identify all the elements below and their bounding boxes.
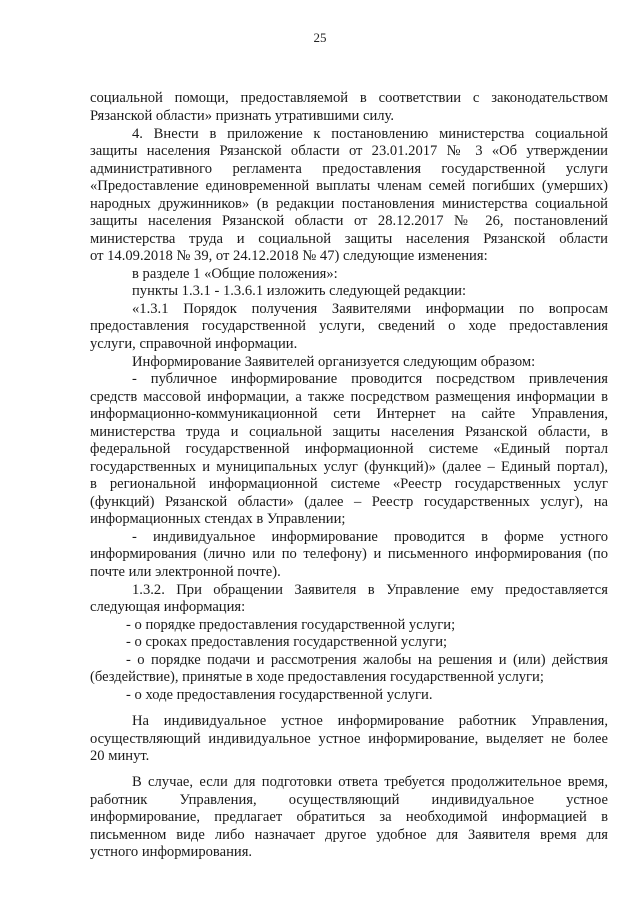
text-line: информационных стендах в Управлении; [90, 511, 346, 527]
text-line: В случае, если для подготовки ответа требуется продолжительное время, [132, 774, 608, 790]
text-line: 4. Внести в приложение к постановлению министерства социальной [132, 126, 608, 142]
text-line: услуги, справочной информации. [90, 336, 298, 352]
text-line: (бездействие), принятые в ходе предоставления государственной услуги; [90, 669, 544, 685]
text-line: информирование, предлагает обратиться за необходимой информацией в [90, 809, 608, 825]
text-line: от 14.09.2018 № 39, от 24.12.2018 № 47) следующие изменения: [90, 248, 488, 264]
text-line: народных дружинников» (в редакции постановления министерства социальной [90, 196, 608, 212]
text-line: в региональной информационной системе «Реестр государственных услуг [90, 476, 608, 492]
text-line: защиты населения Рязанской области от 23.01.2017 № 3 «Об утверждении [90, 143, 608, 159]
text-line: министерства труда и социальной защиты населения Рязанской области [90, 231, 608, 247]
text-line: предоставления государственной услуги, сведений о ходе предоставления [90, 318, 608, 334]
text-line: в разделе 1 «Общие положения»: [132, 266, 338, 282]
text-line: защиты населения Рязанской области от 28.12.2017 № 26, постановлений [90, 213, 608, 229]
text-line: Информирование Заявителей организуется следующим образом: [132, 354, 536, 370]
text-line: письменном виде либо назначает другое удобное для Заявителя время для [90, 827, 608, 843]
text-line: устного информирования. [90, 844, 253, 860]
text-line: информирования (лично или по телефону) и письменного информирования (по [90, 546, 608, 562]
text-line: - о порядке предоставления государственной услуги; [126, 617, 456, 633]
text-line: пункты 1.3.1 - 1.3.6.1 изложить следующей редакции: [132, 283, 467, 299]
text-line: информационно-коммуникационной сети Интернет на сайте Управления, [90, 406, 608, 422]
text-line: министерства труда и социальной защиты населения Рязанской области, в [90, 424, 608, 440]
text-line: - о сроках предоставления государственной услуги; [126, 634, 448, 650]
text-line: осуществляющий индивидуальное устное информирование, выделяет не более [90, 731, 608, 747]
text-line: «Предоставление единовременной выплаты членам семей погибших (умерших) [90, 178, 608, 194]
text-line: административного регламента предоставления государственной услуги [90, 161, 608, 177]
text-line: средств массовой информации, а также посредством размещения информации в [90, 389, 608, 405]
text-line: федеральной государственной информационной системе «Единый портал [90, 441, 608, 457]
text-line: 1.3.2. При обращении Заявителя в Управление ему предоставляется [132, 582, 608, 598]
text-line: - индивидуальное информирование проводится в форме устного [132, 529, 608, 545]
text-line: - о порядке подачи и рассмотрения жалобы на решения и (или) действия [126, 652, 608, 668]
text-line: 20 минут. [90, 748, 150, 764]
text-line: следующая информация: [90, 599, 246, 615]
text-line: «1.3.1 Порядок получения Заявителями информации по вопросам [132, 301, 608, 317]
text-line: На индивидуальное устное информирование работник Управления, [132, 713, 608, 729]
page-number: 25 [313, 30, 327, 45]
text-line: - публичное информирование проводится посредством привлечения [132, 371, 608, 387]
text-line: социальной помощи, предоставляемой в соответствии с законодательством [90, 90, 608, 106]
text-line: государственных и муниципальных услуг (функций)» (далее – Единый портал), [90, 459, 608, 475]
text-line: почте или электронной почте). [90, 564, 281, 580]
text-line: - о ходе предоставления государственной услуги. [126, 687, 433, 703]
text-line: Рязанской области» признать утратившими силу. [90, 108, 395, 124]
text-line: работник Управления, осуществляющий индивидуальное устное [90, 792, 608, 808]
text-line: (функций) Рязанской области» (далее – Реестр государственных услуг), на [90, 494, 608, 510]
